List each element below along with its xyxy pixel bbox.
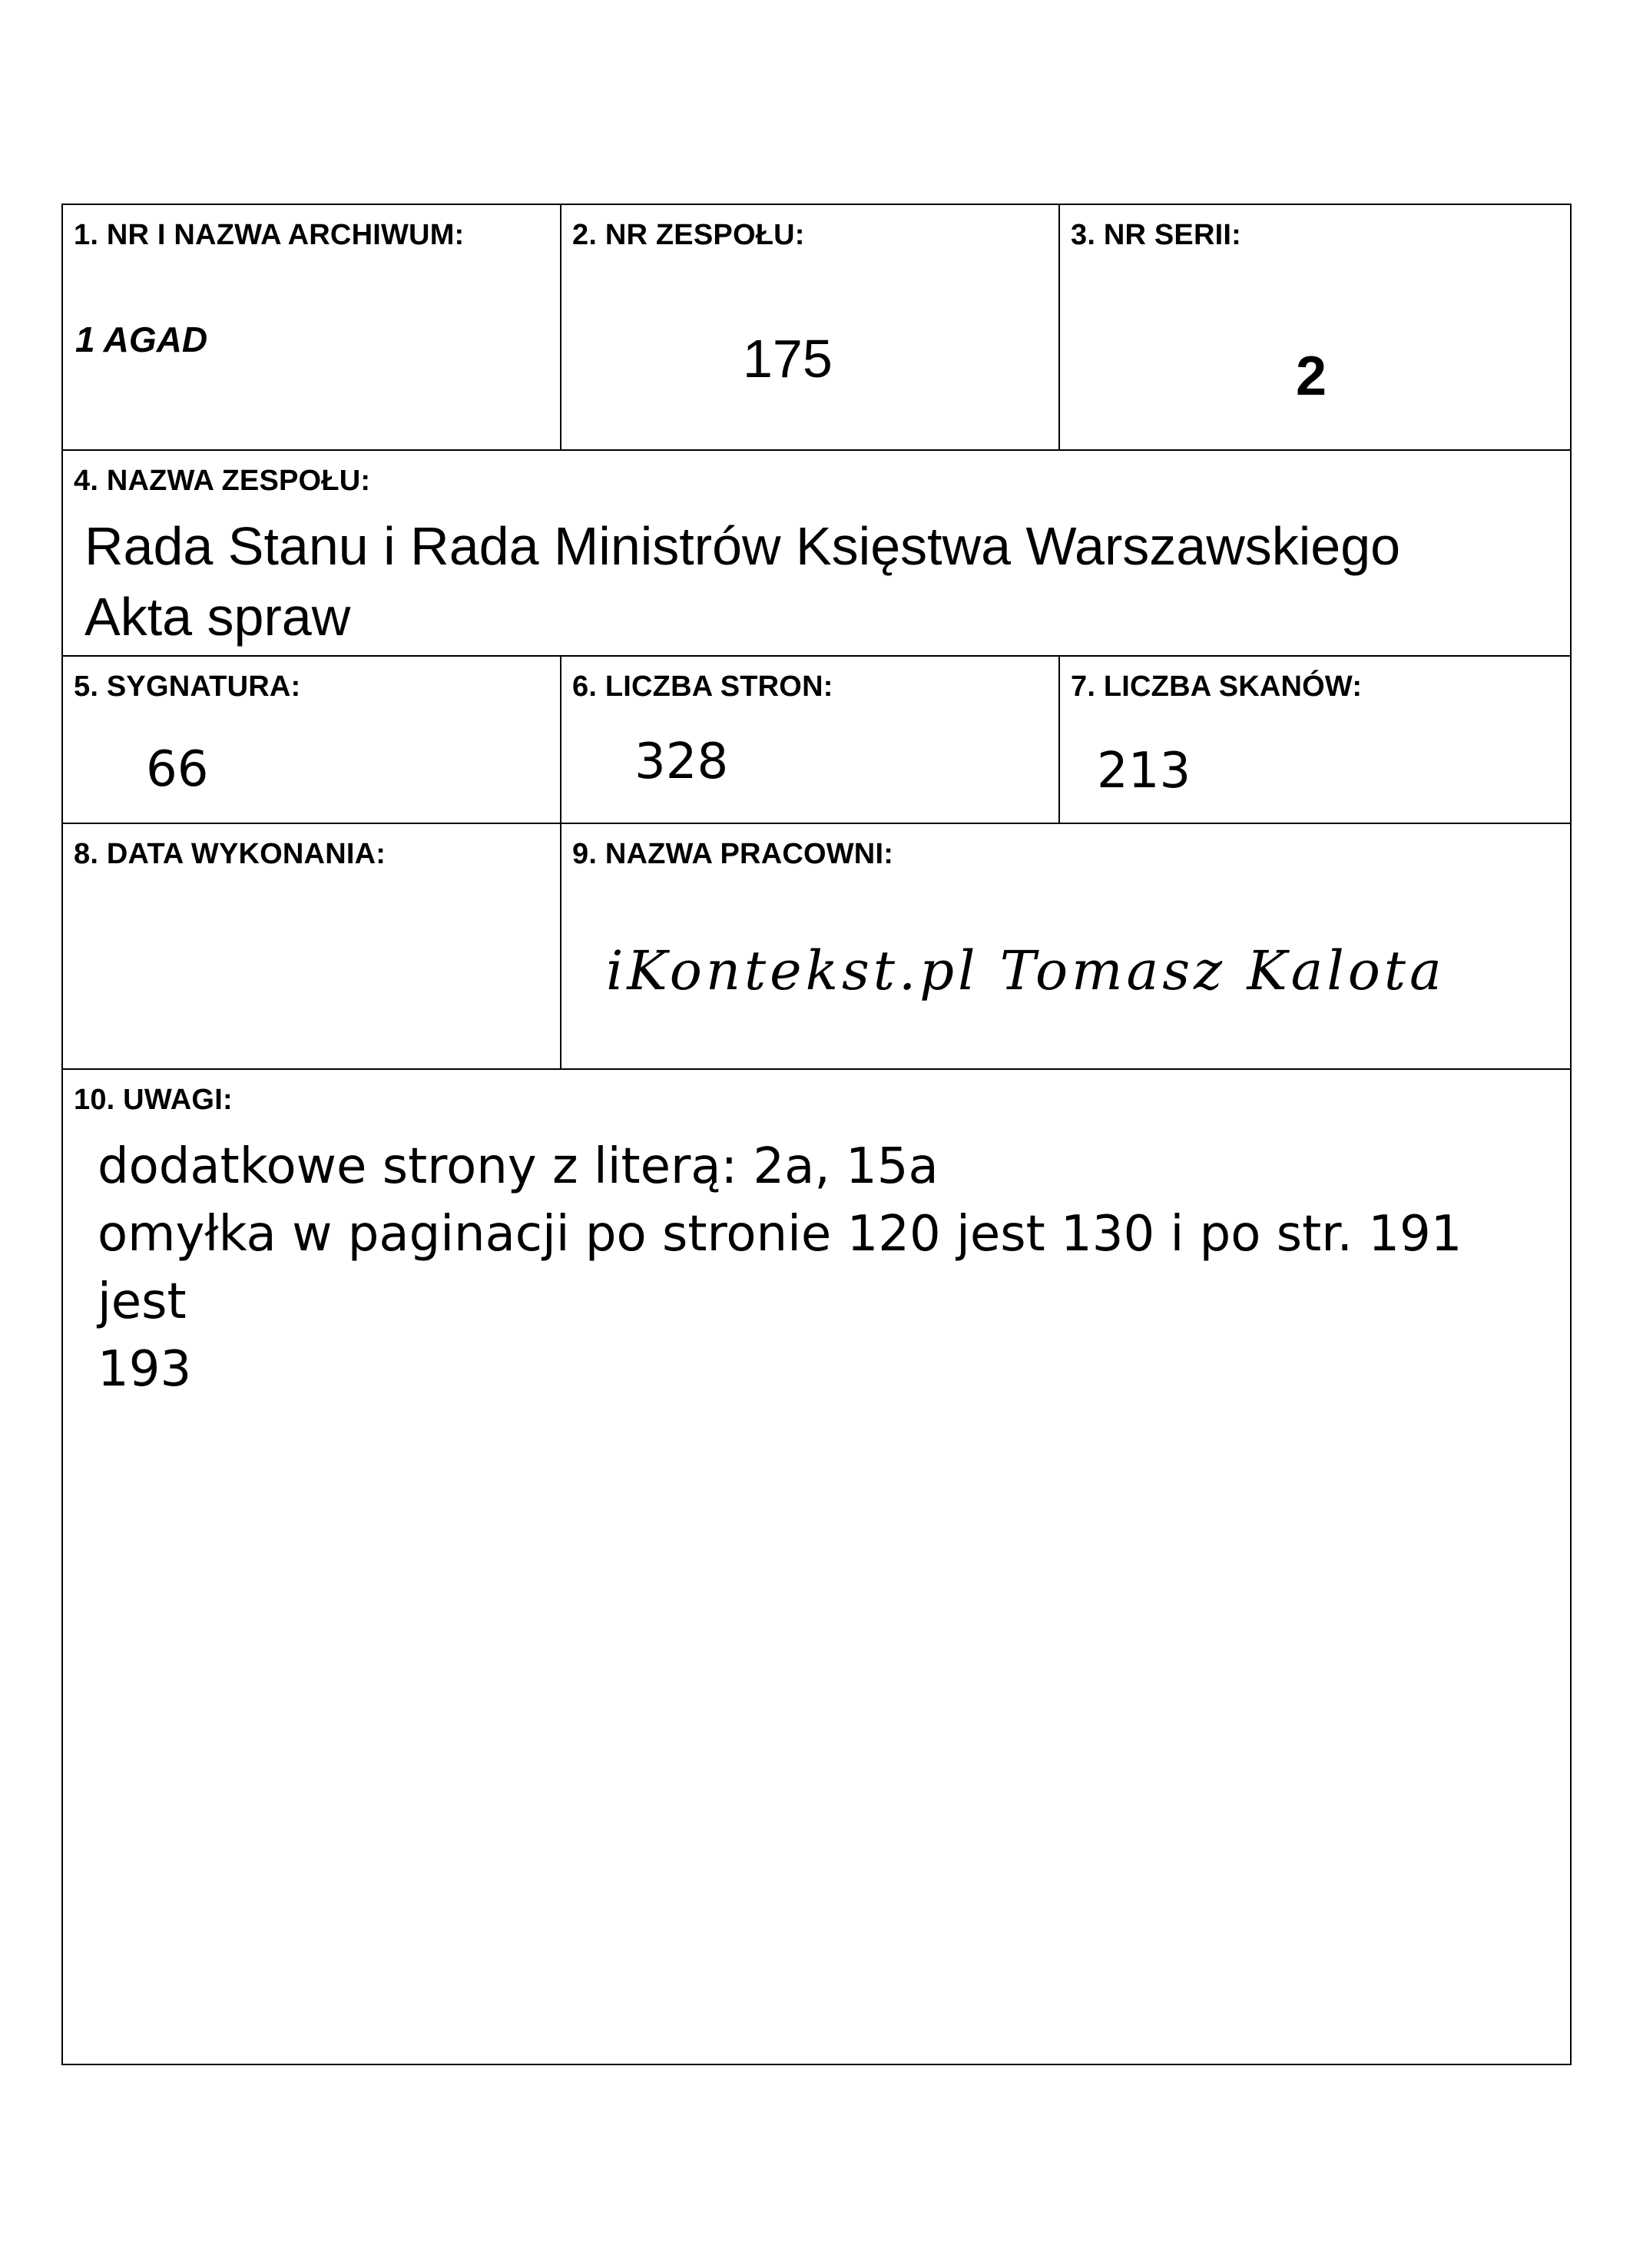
signature-label: 5. SYGNATURA: (74, 670, 301, 703)
page-count-value: 328 (634, 733, 729, 790)
signature-cell (63, 657, 560, 823)
fond-name-line-1: Rada Stanu i Rada Ministrów Księstwa Warszawskiego (84, 516, 1401, 576)
form-row-4 (63, 824, 1570, 1070)
fond-name-cell (63, 451, 1570, 655)
signature-value: 66 (146, 741, 209, 798)
notes-line-2: omyłka w paginacji po stronie 120 jest 130 i po str. 191 jest (98, 1206, 1462, 1330)
scan-count-label: 7. LICZBA SKANÓW: (1071, 670, 1363, 703)
notes-value (98, 1133, 1557, 1403)
archive-cell (63, 205, 560, 449)
archive-label: 1. NR I NAZWA ARCHIWUM: (74, 219, 465, 251)
archive-form (61, 204, 1572, 2065)
fond-number-value: 175 (743, 329, 833, 389)
form-row-2 (63, 451, 1570, 657)
notes-line-1: dodatkowe strony z literą: 2a, 15a (98, 1138, 939, 1195)
date-done-label: 8. DATA WYKONANIA: (74, 838, 386, 870)
form-row-5 (63, 1070, 1570, 2064)
page-count-label: 6. LICZBA STRON: (572, 670, 833, 703)
series-number-label: 3. NR SERII: (1071, 219, 1241, 251)
archive-value: 1 AGAD (75, 320, 208, 359)
fond-number-cell (560, 205, 1058, 449)
workshop-cell (560, 824, 1572, 1068)
fond-number-label: 2. NR ZESPOŁU: (572, 219, 805, 251)
scan-count-value: 213 (1097, 743, 1191, 800)
form-row-3 (63, 657, 1570, 824)
date-done-cell (63, 824, 560, 1068)
series-number-value: 2 (1296, 346, 1327, 407)
notes-label: 10. UWAGI: (74, 1084, 233, 1116)
fond-name-value (84, 511, 1400, 652)
fond-name-line-2: Akta spraw (84, 587, 351, 647)
workshop-label: 9. NAZWA PRACOWNI: (572, 838, 894, 870)
workshop-value: iKontekst.pl Tomasz Kalota (606, 939, 1446, 1002)
notes-line-3: 193 (98, 1341, 192, 1398)
scan-count-cell (1058, 657, 1572, 823)
page-count-cell (560, 657, 1058, 823)
fond-name-label: 4. NAZWA ZESPOŁU: (74, 465, 371, 497)
series-number-cell (1058, 205, 1572, 449)
notes-cell (63, 1070, 1570, 2064)
form-row-1 (63, 205, 1570, 451)
